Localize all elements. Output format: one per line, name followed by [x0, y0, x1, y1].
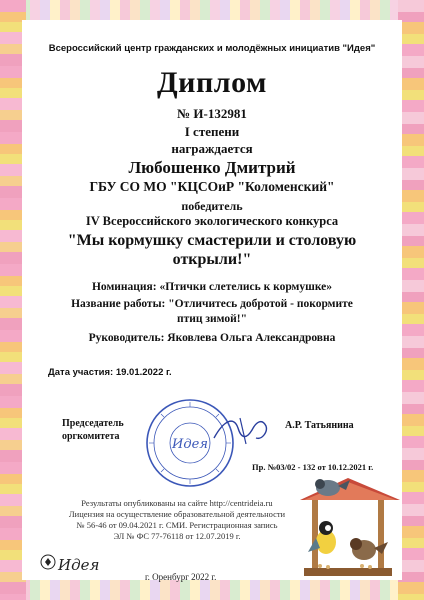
- footer-line1: Результаты опубликованы на сайте http://centrideia.ru: [81, 498, 273, 508]
- signature-icon: [210, 410, 280, 450]
- work-title-line1: Название работы: "Отличитесь добротой - покормите: [71, 298, 353, 310]
- organizer-name: Всероссийский центр гражданских и молодёжных инициатив "Идея": [48, 43, 376, 54]
- supervisor: Руководитель: Яковлева Ольга Александровна: [88, 332, 336, 344]
- work-title-line2: птиц зимой!": [177, 313, 247, 325]
- order-number: Пр. №03/02 - 132 от 10.12.2021 г.: [252, 462, 374, 472]
- recipient-institution: ГБУ СО МО "КЦСОиР "Коломенский": [89, 179, 335, 194]
- diploma-number: № И-132981: [177, 106, 247, 121]
- contest-name: IV Всероссийского экологического конкурса: [85, 214, 339, 228]
- signer-name: А.Р. Татьянина: [285, 420, 354, 431]
- chair-line1: Председатель: [62, 418, 124, 429]
- awarded-label: награждается: [171, 141, 253, 156]
- bird-feeder-illustration: [290, 472, 406, 582]
- footer-line3: № 56-46 от 09.04.2021 г. СМИ. Регистрационная запись: [76, 520, 278, 530]
- idea-logo-icon: [38, 548, 102, 580]
- diploma-title: Диплом: [157, 66, 267, 99]
- footer-line4: ЭЛ № ФС 77-76118 от 12.07.2019 г.: [113, 531, 241, 541]
- city-year: г. Оренбург 2022 г.: [145, 572, 217, 582]
- chair-title: [62, 417, 142, 443]
- logo-text: Идея: [58, 556, 100, 574]
- participation-date: Дата участия: 19.01.2022 г.: [48, 367, 172, 378]
- footer-line2: Лицензия на осуществление образовательной деятельности: [68, 509, 286, 519]
- winner-label: победитель: [181, 199, 243, 213]
- contest-title-line1: "Мы кормушку смастерили и столовую: [67, 232, 357, 249]
- stamp-text: Идея: [172, 437, 208, 452]
- nomination: Номинация: «Птички слетелись к кормушке»: [91, 281, 333, 293]
- diploma-degree: I степени: [184, 124, 240, 139]
- recipient-name: Любошенко Дмитрий: [128, 158, 296, 177]
- contest-title-line2: открыли!": [172, 251, 252, 268]
- chair-line2: оргкомитета: [62, 431, 120, 442]
